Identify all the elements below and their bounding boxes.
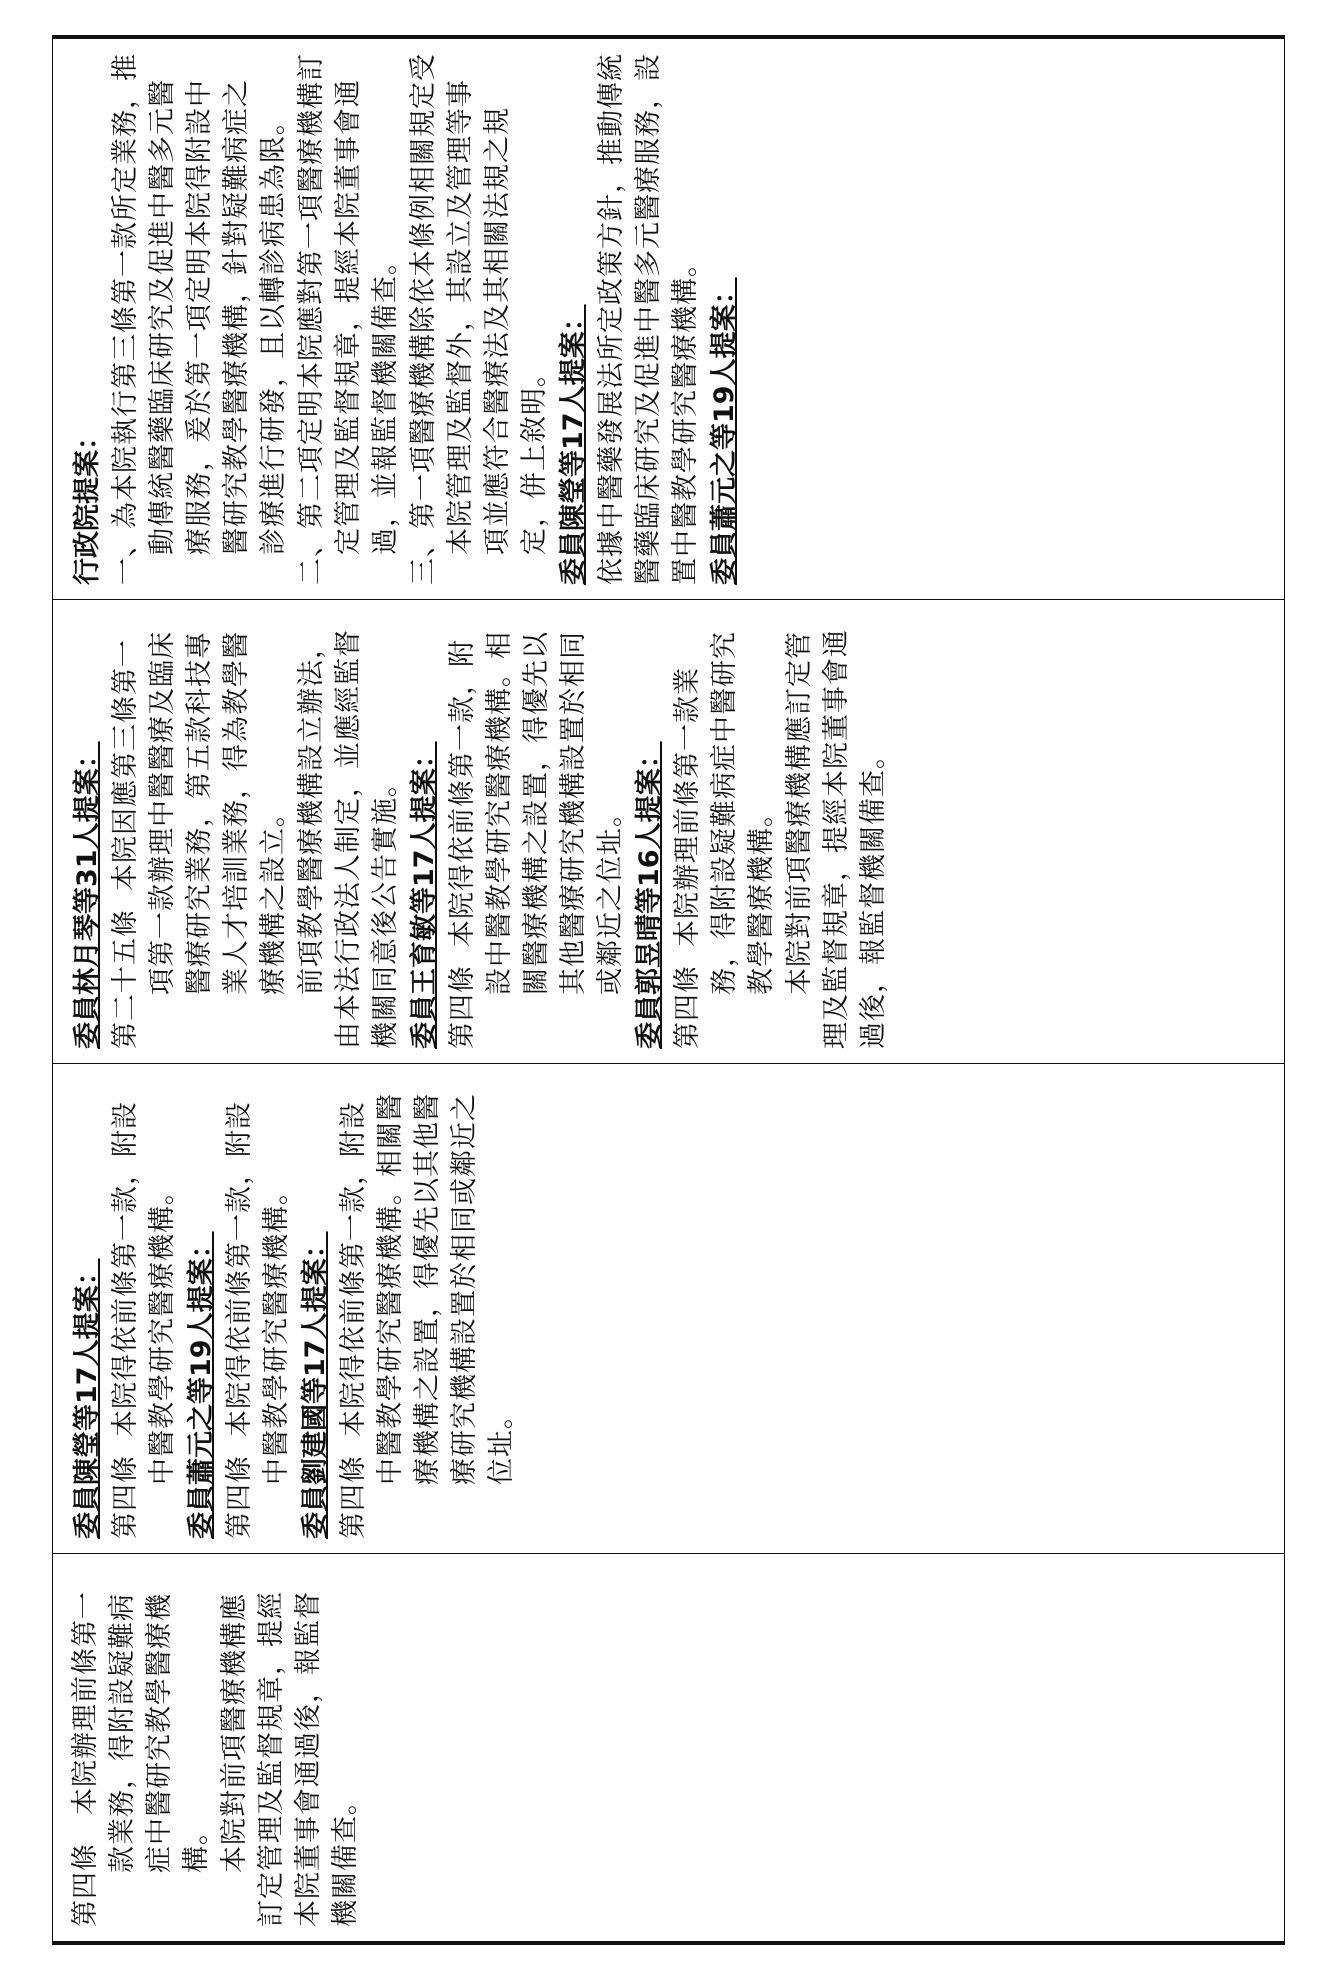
article-paragraph: 本院對前項醫療機構應訂定管理及監督規章，提經本院董事會通過後，報監督機關備查。 xyxy=(219,1591,361,1927)
explanation-item: 二、第二項定明本院應對第一項醫療機構訂定管理及監督規章，提經本院董事會通過，並報監督機關備查。 xyxy=(296,53,401,585)
proposal-text: 本院對前項醫療機構應訂定管理及監督規章，提經本院董事會通過後，報監督機關備查。 xyxy=(784,629,889,1049)
proposal-heading: 委員劉建國等17人提案： xyxy=(300,1231,331,1539)
proposal-heading: 委員蕭元之等19人提案： xyxy=(186,1231,217,1539)
column-current-text xyxy=(53,1553,1284,1941)
proposal-text: 依據中醫藥發展法所定政策方針，推動傳統醫藥臨床研究及促進中醫多元醫療服務，設置中醫教學研究醫療機構。 xyxy=(596,53,701,585)
column-proposals-a xyxy=(53,1063,1284,1553)
proposal-heading: 委員陳瑩等17人提案： xyxy=(558,304,589,585)
explanation-item: 三、第一項醫療機構除依本條例相關規定受本院管理及監督外，其設立及管理等事項並應符合醫療法及其相關法規之規定，併上敘明。 xyxy=(408,53,550,585)
proposal-heading: 委員蕭元之等19人提案： xyxy=(709,277,740,585)
proposal-text: 第四條本院得依前條第一款，附設中醫教學研究醫療機構。 xyxy=(224,1101,292,1539)
explanation-item: 一、為本院執行第三條第一款所定業務，推動傳統醫藥臨床研究及促進中醫多元醫療服務，爰於第一項定明本院得附設中醫研究教學醫療機構，針對疑難病症之診療進行研發，且以轉診病患為限。 xyxy=(110,53,289,585)
column-proposals-b xyxy=(53,599,1284,1063)
proposal-text: 前項教學醫療機構設立辦法，由本法行政法人制定，並應經監督機關同意後公告實施。 xyxy=(296,629,401,1049)
proposal-heading: 委員林月琴等31人提案： xyxy=(72,741,103,1049)
proposal-text: 第四條本院辦理前條第一款業務，得附設疑難病症中醫研究教學醫療機構。 xyxy=(672,631,777,1049)
proposal-text: 第四條本院得依前條第一款，附設中醫教學研究醫療機構。 xyxy=(110,1101,178,1539)
explanation-heading: 行政院提案： xyxy=(72,423,103,585)
proposal-heading: 委員陳瑩等17人提案： xyxy=(72,1258,103,1539)
proposal-text: 第二十五條本院因應第三條第一項第一款辦理中醫醫療及臨床醫療研究業務，第五款科技專業人才培訓業務，得為教學醫療機構之設立。 xyxy=(110,631,289,1049)
proposal-heading: 委員王育敏等17人提案： xyxy=(409,741,440,1049)
proposal-heading: 委員郭昱晴等16人提案： xyxy=(634,741,665,1049)
proposal-text: 第四條本院得依前條第一款，附設中醫教學研究醫療機構。相關醫療機構之設置，得優先以其他醫療研究機構設置於相同或鄰近之位址。 xyxy=(447,631,626,1049)
proposal-text: 第四條本院得依前條第一款，附設中醫教學研究醫療機構。相關醫療機構之設置，得優先以其他醫療研究機構設置於相同或鄰近之位址。 xyxy=(338,1093,517,1539)
column-explanation xyxy=(53,39,1284,599)
article-paragraph: 第四條 本院辦理前條第一款業務，得附設疑難病症中醫研究教學醫療機構。 xyxy=(70,1591,212,1927)
comparison-table xyxy=(52,35,1285,1945)
